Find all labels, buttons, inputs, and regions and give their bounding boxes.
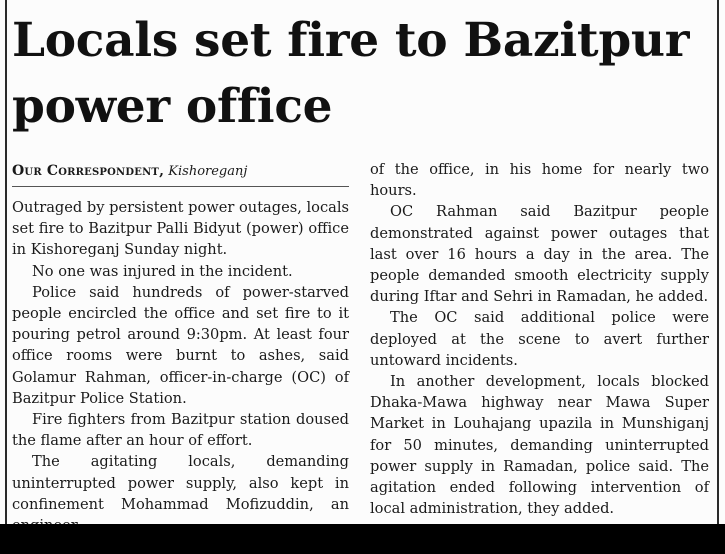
byline-divider xyxy=(12,186,349,187)
byline xyxy=(12,161,349,182)
byline-author: Our Correspondent, xyxy=(12,163,165,179)
paragraph: No one was injured in the incident. xyxy=(32,262,293,280)
article-column-right xyxy=(370,159,709,519)
headline: Locals set fire to Bazitpur power office xyxy=(12,13,690,134)
paragraph: of the office, in his home for nearly two hours. xyxy=(370,161,709,200)
left-column-rule xyxy=(5,0,7,524)
paragraph: Outraged by persistent power outages, locals set fire to Bazitpur Palli Bidyut (power) office in Kishoreganj Sunday night. xyxy=(12,199,349,259)
paragraph: OC Rahman said Bazitpur people demonstrated against power outages that last over 16 hours a day in the area. The people demanded smooth electricity supply during Iftar and Sehri in Ramadan, he added. xyxy=(370,203,709,306)
article-column-left xyxy=(12,197,349,536)
paragraph: The OC said additional police were deployed at the scene to avert further untoward incidents. xyxy=(370,309,709,369)
paragraph: Police said hundreds of power-starved people encircled the office and set fire to it pouring petrol around 9:30pm. At least four office rooms were burnt to ashes, said Golamur Rahman, officer-in-charge (OC) of Bazitpur Police Station. xyxy=(12,283,349,407)
paragraph: The agitating locals, demanding uninterrupted power supply, also kept in confinement Mohammad Mofizuddin, an xyxy=(12,453,349,513)
scan-border-bottom xyxy=(0,524,725,554)
right-column-rule xyxy=(717,0,719,524)
paragraph: Fire fighters from Bazitpur station doused the flame after an hour of effort. xyxy=(12,411,349,450)
byline-location: Kishoreganj xyxy=(168,164,248,179)
paragraph: In another development, locals blocked Dhaka-Mawa highway near Mawa Super Market in Louhajang upazila in Munshiganj for 50 minutes, demanding uninterrupted power supply in Ramadan, police said. The agitation ended following intervention of local administration, they added. xyxy=(370,373,709,518)
